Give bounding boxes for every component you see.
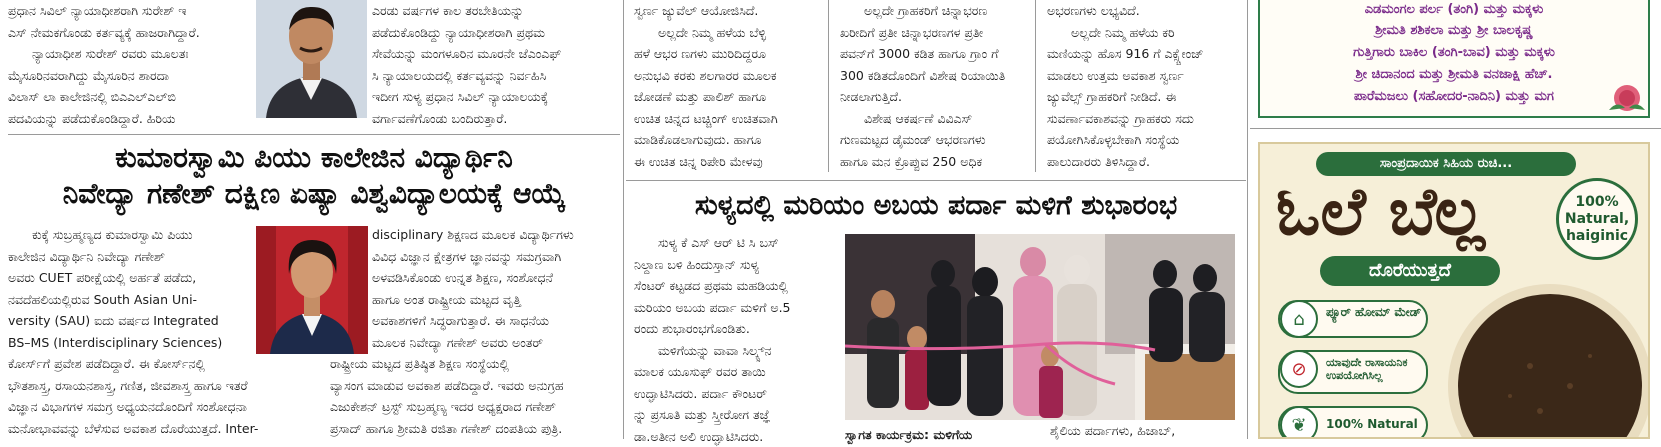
- leaf-icon: ❦: [1280, 406, 1318, 439]
- article-pardha-text: ಸುಳ್ಯ ಕೆ ಎಸ್ ಆರ್ ಟಿ ಸಿ ಬಸ್ ನಿಲ್ದಾಣ ಬಳಿ ಹಿಂದುಸ್ತಾನ್ ಸುಳ್ಯ ಸೆಂಟರ್ ಕಟ್ಟಡದ ಪ್ರಥಮ ಮಹಡಿಯಲ್ಲಿ ಮರಿಯಂ ಅಬಯ ಪರ್ದಾ ಮಳಿಗೆ ಅ.5 ರಂದು ಶುಭಾರಂಭಗೊಂಡಿತು. ಮಳಿಗೆಯನ್ನು ವಾವಾ ಸಿಲ್ಕ್ಸ್‌ನ ಮಾಲಕ ಯೂಸುಫ್ ರವರ ತಾಯಿ ಉದ್ಘಾಟಿಸಿದರು. ಪರ್ದಾ ಕೌಂಟರ್ ನ್ನು ಪ್ರಸೂತಿ ಮತ್ತು ಸ್ತ್ರೀರೋಗ ತಜ್ಞೆ ಡಾ.ಅತೀನ ಅಲಿ ಉದ್ಘಾಟಿಸಿದರು.: [634, 235, 791, 444]
- photo-caption-cont: ಶೈಲಿಯ ಪರ್ದಾಗಳು, ಹಿಜಾಬ್,: [1050, 423, 1176, 438]
- article-judge-col1: ಪ್ರಧಾನ ಸಿವಿಲ್ ನ್ಯಾಯಾಧೀಶರಾಗಿ ಸುರೇಶ್ ಇ ಎಸ್ ನೇಮಕಗೊಂಡು ಕರ್ತವ್ಯಕ್ಕೆ ಹಾಜರಾಗಿದ್ದಾರೆ. ನ್ಯಾಯಾಧೀಶ ಸುರೇಶ್ ರವರು ಮೂಲತಃ ಮೈಸೂರಿನವರಾಗಿದ್ದು ಮೈಸೂರಿನ ಶಾರದಾ ವಿಲಾಸ್ ಲಾ ಕಾಲೇಜಿನಲ್ಲಿ ಬಿಎಎಲ್‌ಎಲ್‌ಬಿ ಪದವಿಯನ್ನು ಪಡೆದುಕೊಂಡಿದ್ದಾರೆ. ಹಿರಿಯ: [8, 3, 200, 126]
- column-rule: [1035, 0, 1036, 172]
- article-judge-col2: ಎರಡು ವರ್ಷಗಳ ಕಾಲ ತರಬೇತಿಯನ್ನು ಪಡೆದುಕೊಂಡಿದ್ದು ನ್ಯಾಯಾಧೀಶರಾಗಿ ಪ್ರಥಮ ಸೇವೆಯನ್ನು ಮಂಗಳೂರಿನ ಮೂರನೇ ಜೆಎಂಎಫ್ ಸಿ ನ್ಯಾಯಾಲಯದಲ್ಲಿ ಕರ್ತವ್ಯವನ್ನು ನಿರ್ವಹಿಸಿ ಇದೀಗ ಸುಳ್ಯ ಪ್ರಧಾನ ಸಿವಿಲ್ ನ್ಯಾಯಾಲಯಕ್ಕೆ ವರ್ಗಾವಣೆಗೊಂಡು ಬಂದಿರುತ್ತಾರೆ.: [372, 3, 562, 126]
- judge-photo: [256, 0, 367, 118]
- natural-badge: 100% Natural, haiginic: [1556, 178, 1638, 260]
- article-student-col2: disciplinary ಶಿಕ್ಷಣದ ಮೂಲಕ ವಿದ್ಯಾರ್ಥಿಗಳು ವಿವಿಧ ವಿಜ್ಞಾನ ಕ್ಷೇತ್ರಗಳ ಜ್ಞಾನವನ್ನು ಸಮಗ್ರವಾಗಿ ಅಳವಡಿಸಿಕೊಂಡು ಉನ್ನತ ಶಿಕ್ಷಣ, ಸಂಶೋಧನೆ ಹಾಗೂ ಅಂತ ರಾಷ್ಟ್ರೀಯ ಮಟ್ಟದ ವೃತ್ತಿ ಅವಕಾಶಗಳಿಗೆ ಸಿದ್ಧರಾಗುತ್ತಾರೆ. ಈ ಸಾಧನೆಯ ಮೂಲಕ ನಿವೇದ್ಯಾ ಗಣೇಶ್ ಅವರು ಅಂತರ್ ರಾಷ್ಟ್ರೀಯ ಮಟ್ಟದ ಪ್ರತಿಷ್ಠಿತ ಶಿಕ್ಷಣ ಸಂಸ್ಥೆಯಲ್ಲಿ ವ್ಯಾಸಂಗ ಮಾಡುವ ಅವಕಾಶ ಪಡೆದಿದ್ದಾರೆ. ಇವರು ಅನುಗ್ರಹ ಎಜುಕೇಶನ್ ಟ್ರಸ್ಟ್ ಸುಬ್ರಹ್ಮಣ್ಯ ಇದರ ಅಧ್ಯಕ್ಷರಾದ ಗಣೇಶ್ ಪ್ರಸಾದ್ ಹಾಗೂ ಶ್ರೀಮತಿ ರಜಿತಾ ಗಣೇಶ್ ದಂಪತಿಯ ಪುತ್ರಿ.: [330, 227, 574, 436]
- jaggery-bowl-icon: [1440, 276, 1650, 439]
- article-student-col1: ಕುಕ್ಕೆ ಸುಬ್ರಹ್ಮಣ್ಯದ ಕುಮಾರಸ್ವಾಮಿ ಪಿಯು ಕಾಲೇಜಿನ ವಿದ್ಯಾರ್ಥಿನಿ ನಿವೇದ್ಯಾ ಗಣೇಶ್ ಅವರು CUET ಪರೀಕ್ಷೆಯಲ್ಲಿ ಅರ್ಹತೆ ಪಡೆದು, ನವದೆಹಲಿಯಲ್ಲಿರುವ South Asian Uni- versity (SAU) ಐದು ವರ್ಷದ Integrated BS–MS (Interdisciplinary Sciences): [8, 227, 223, 350]
- person-portrait-icon: [256, 0, 367, 118]
- ad-banner: ಸಾಂಪ್ರದಾಯಿಕ ಸಿಹಿಯ ರುಚಿ...: [1316, 152, 1576, 176]
- feature-homemade: ⌂ ಪ್ಯೂರ್ ಹೋಮ್ ಮೇಡ್: [1278, 300, 1428, 338]
- column-rule: [623, 0, 624, 439]
- no-chemical-icon: ⊘: [1280, 350, 1318, 388]
- ad-subtitle: ದೊರೆಯುತ್ತದೆ: [1320, 256, 1500, 286]
- rose-icon: [1605, 80, 1649, 114]
- feature-natural: ❦ 100% Natural: [1278, 406, 1428, 439]
- ribbon-cutting-photo-icon: [845, 234, 1235, 420]
- feature-no-chemical: ⊘ ಯಾವುದೇ ರಾಸಾಯನಿಕ ಉಪಯೋಗಿಸಿಲ್ಲ: [1278, 350, 1428, 394]
- column-rule: [828, 0, 829, 172]
- headline-pardha: ಸುಳ್ಯದಲ್ಲಿ ಮರಿಯಂ ಅಬಯ ಪರ್ದಾ ಮಳಿಗೆ ಶುಭಾರಂಭ: [694, 190, 1178, 221]
- section-rule: [626, 180, 1246, 181]
- section-rule: [1250, 128, 1661, 129]
- greeting-advertisement: ಎಡಮಂಗಲ ಪರ್ಲ (ತಂಗಿ) ಮತ್ತು ಮಕ್ಕಳು ಶ್ರೀಮತಿ ಶಶಿಕಲಾ ಮತ್ತು ಶ್ರೀ ಬಾಲಕೃಷ್ಣ ಗುತ್ತಿಗಾರು ಬಾಕಿಲ (ತಂಗಿ-ಬಾವ) ಮತ್ತು ಮಕ್ಕಳು ಶ್ರೀ ಚಿದಾನಂದ ಮತ್ತು ಶ್ರೀಮತಿ ವನಜಾಕ್ಷಿ ಹೆಚ್. ಪಾರೆಮಜಲು (ಸಹೋದರ-ನಾದಿನಿ) ಮತ್ತು ಮಗ: [1258, 0, 1650, 118]
- headline-student: ಕುಮಾರಸ್ವಾಮಿ ಪಿಯು ಕಾಲೇಜಿನ ವಿದ್ಯಾರ್ಥಿನಿ ನಿವೇದ್ಯಾ ಗಣೇಶ್ ದಕ್ಷಿಣ ಏಷ್ಯಾ ವಿಶ್ವವಿದ್ಯಾಲಯಕ್ಕೆ ಆಯ್ಕೆ: [62, 141, 566, 210]
- article-student-col1-wide: ಕೋರ್ಸ್‌ಗೆ ಪ್ರವೇಶ ಪಡೆದಿದ್ದಾರೆ. ಈ ಕೋರ್ಸ್‌ನಲ್ಲಿ ಭೌತಶಾಸ್ತ್ರ, ರಸಾಯನಶಾಸ್ತ್ರ, ಗಣಿತ, ಜೀವಶಾಸ್ತ್ರ ಹಾಗೂ ಇತರೆ ವಿಜ್ಞಾನ ವಿಭಾಗಗಳ ಸಮಗ್ರ ಅಧ್ಯಯನದೊಂದಿಗೆ ಸಂಶೋಧನಾ ಮನೋಭಾವವನ್ನು ಬೆಳೆಸುವ ಅವಕಾಶ ದೊರೆಯುತ್ತದೆ. Inter-: [8, 356, 259, 436]
- inauguration-photo: [845, 234, 1235, 420]
- ad-title: ಓಲೆ ಬೆಲ್ಲ: [1276, 173, 1485, 250]
- house-icon: ⌂: [1280, 300, 1318, 338]
- article-jewel-col3: ಸ್ವರ್ಣ ಜ್ಯುವೆಲ್ ಆಯೋಜಿಸಿದೆ. ಅಲ್ಲದೇ ನಿಮ್ಮ ಹಳೆಯ ಬೆಳ್ಳಿ ಹಳೆ ಆಭರ ಣಗಳು ಮುರಿದಿದ್ದರೂ ಅನುಭವಿ ಕರಕು ಶಲಗಾರರ ಮೂಲಕ ಜೋಡಣೆ ಮತ್ತು ಪಾಲಿಶ್ ಹಾಗೂ ಉಚಿತ ಚಿನ್ನದ ಟಚ್ಚಿಂಗ್ ಉಚಿತವಾಗಿ ಮಾಡಿಕೊಡಲಾಗುವುದು. ಹಾಗೂ ಈ ಉಚಿತ ಚಿನ್ನ ರಿಪೇರಿ ಮೇಳವು: [634, 3, 778, 169]
- section-rule: [8, 134, 620, 135]
- column-rule: [1247, 0, 1248, 439]
- article-jewel-col5: ಅಭರಣಗಳು ಲಭ್ಯವಿದೆ. ಅಲ್ಲದೇ ನಿಮ್ಮ ಹಳೆಯ ಕರಿ ಮಣಿಯನ್ನು ಹೊಸ 916 ಗೆ ಎಕ್ಸ್ಚೇಂಜ್ ಮಾಡಲು ಉತ್ತಮ ಅವಕಾಶ ಸ್ವರ್ಣ ಜ್ಯುವೆಲ್ಸ್ ಗ್ರಾಹಕರಿಗೆ ನೀಡಿದೆ. ಈ ಸುವರ್ಣಾವಕಾಶವನ್ನು ಗ್ರಾಹಕರು ಸದು ಪಯೋಗಿಸಿಕೊಳ್ಳಬೇಕಾಗಿ ಸಂಸ್ಥೆಯ ಪಾಲುದಾರರು ತಿಳಿಸಿದ್ದಾರೆ.: [1047, 3, 1204, 169]
- jaggery-advertisement: [1258, 142, 1650, 439]
- article-jewel-col4: ಅಲ್ಲದೇ ಗ್ರಾಹಕರಿಗೆ ಚಿನ್ನಾಭರಣ ಖರೀದಿಗೆ ಪ್ರತೀ ಚಿನ್ನಾಭರಣಗಳ ಪ್ರತೀ ಪವನ್‌ಗೆ 3000 ಕಡಿತ ಹಾಗೂ ಗ್ರಾಂ ಗೆ 300 ಕಡಿತದೊಂದಿಗೆ ವಿಶೇಷ ರಿಯಾಯಿತಿ ನೀಡಲಾಗುತ್ತಿದೆ. ವಿಶೇಷ ಆಕರ್ಷಣೆ ವಿವಿಎಸ್ ಗುಣಮಟ್ಟದ ಡೈಮಂಡ್ ಆಭರಣಗಳು ಹಾಗೂ ಮನ ಕ್ರೊಪ್ಪುವ 250 ಅಧಿಕ: [840, 3, 1006, 169]
- photo-caption: ಸ್ವಾಗತ ಕಾರ್ಯಕ್ರಮ: ಮಳಿಗೆಯ: [845, 427, 973, 442]
